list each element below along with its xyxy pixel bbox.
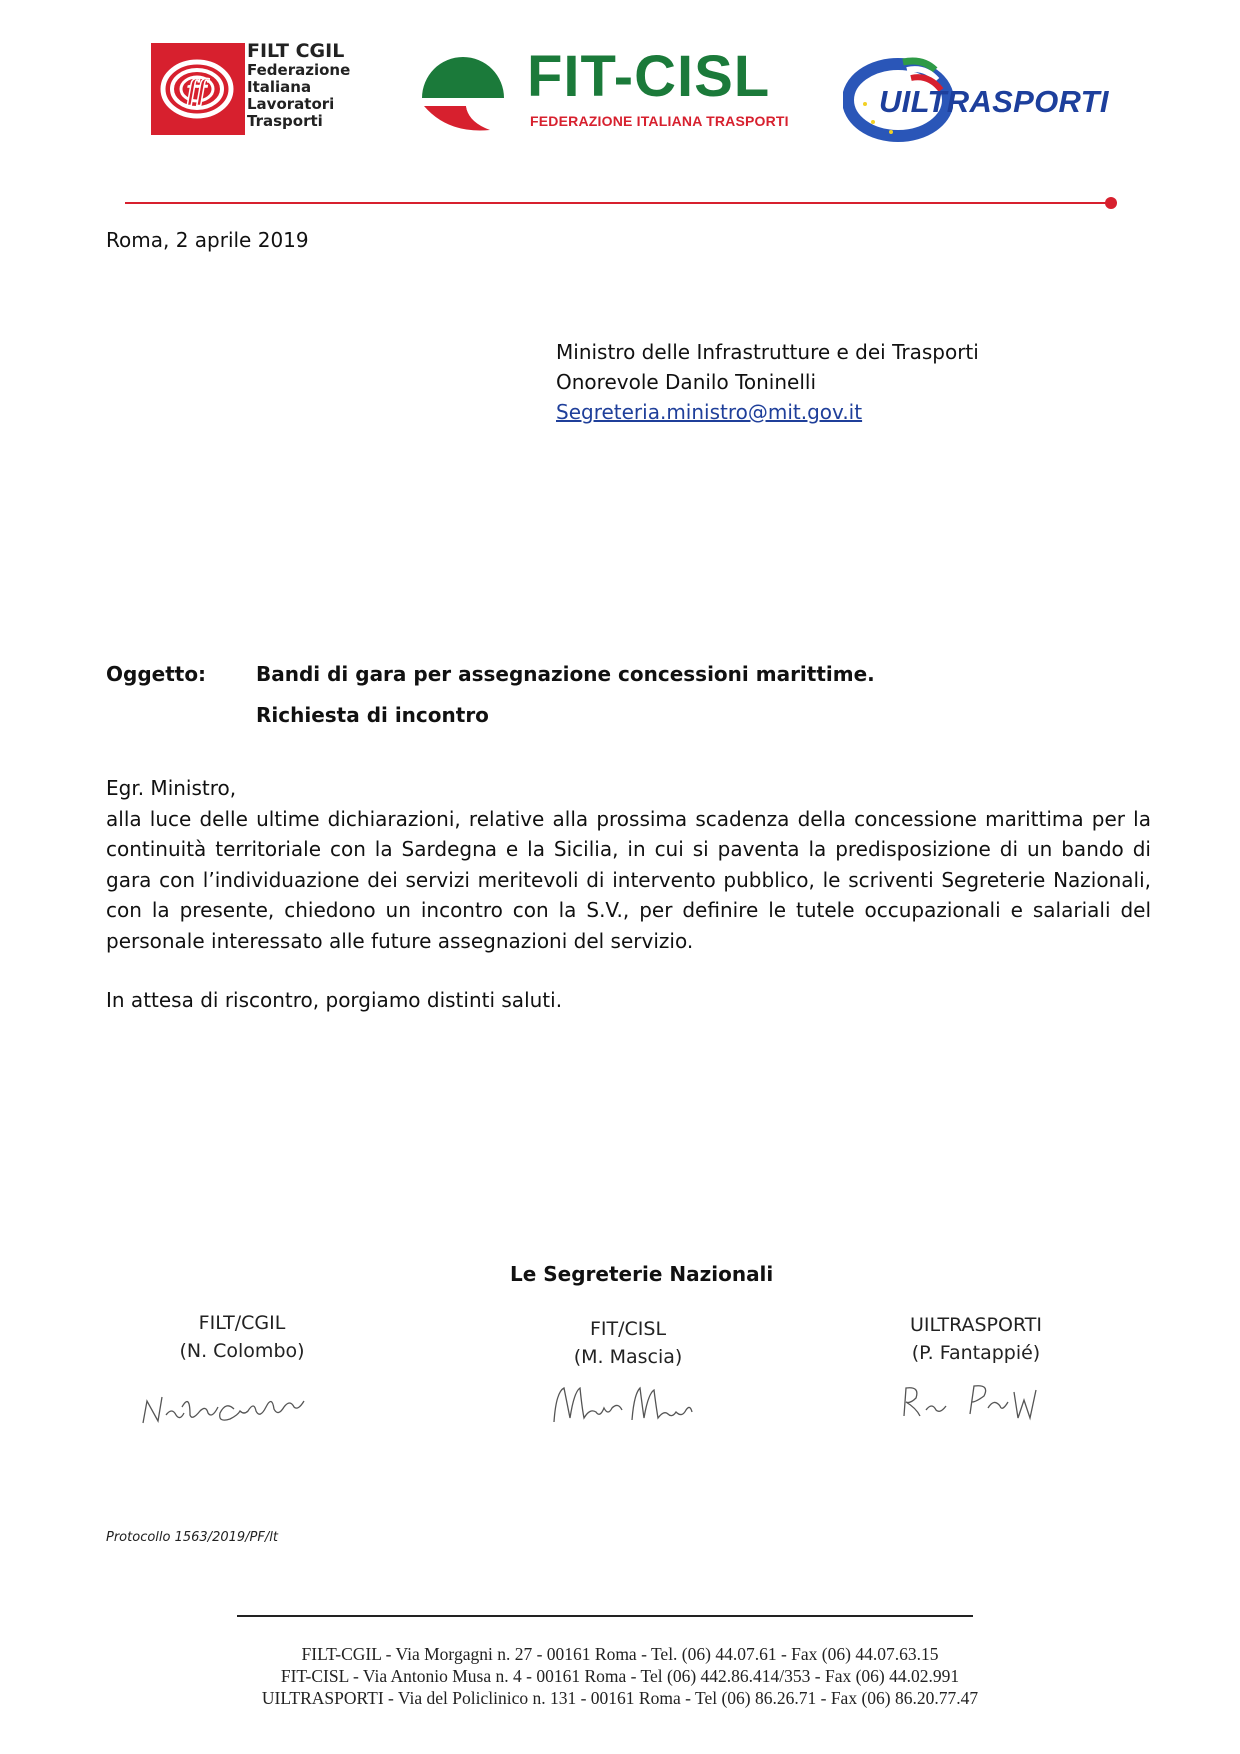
- signature-block-filt: [152, 1309, 332, 1365]
- letter-date: Roma, 2 aprile 2019: [106, 228, 309, 252]
- recipient-name: Onorevole Danilo Toninelli: [556, 370, 817, 394]
- signature-block-uil: [886, 1311, 1066, 1367]
- signatory-name: (P. Fantappié): [911, 1342, 1041, 1364]
- filt-cgil-logo: [151, 43, 245, 135]
- signature-colombo-icon: [138, 1385, 358, 1435]
- footer-address-line: UILTRASPORTI - Via del Policlinico n. 131 - 00161 Roma - Tel (06) 86.26.71 - Fax (06) 86.20.77.47: [261, 1688, 979, 1708]
- signature-block-fit: [538, 1315, 718, 1371]
- signature-fantappie-icon: [896, 1380, 1056, 1426]
- footer-divider: [237, 1615, 973, 1617]
- filt-cgil-logo-text: [247, 41, 350, 130]
- filt-logo-line: Lavoratori: [247, 95, 335, 113]
- subject-label: Oggetto:: [106, 662, 207, 686]
- letter-body: [106, 773, 1151, 956]
- subject-line: Bandi di gara per assegnazione concessioni marittime.: [256, 662, 875, 686]
- signature-mascia-icon: [548, 1378, 708, 1434]
- closing-sentence: In attesa di riscontro, porgiamo distinti saluti.: [106, 988, 563, 1012]
- signatory-name: (M. Mascia): [573, 1346, 683, 1368]
- subject-line: Richiesta di incontro: [256, 703, 489, 727]
- filt-logo-line: Italiana: [247, 78, 312, 96]
- fit-cisl-logo-title: FIT-CISL: [527, 44, 771, 109]
- signatory-org: FIT/CISL: [589, 1318, 667, 1340]
- recipient-email-link[interactable]: Segreteria.ministro@mit.gov.it: [556, 400, 863, 424]
- signatory-name: (N. Colombo): [179, 1340, 305, 1362]
- fit-cisl-logo-subtitle: FEDERAZIONE ITALIANA TRASPORTI: [530, 113, 789, 129]
- footer-addresses: [180, 1643, 1060, 1709]
- header-divider-dot: [1105, 197, 1117, 209]
- greeting: Egr. Ministro,: [106, 776, 237, 800]
- signatory-org: UILTRASPORTI: [909, 1314, 1043, 1336]
- recipient-block: [556, 337, 979, 427]
- filt-logo-line: Federazione: [247, 61, 351, 79]
- footer-address-line: FILT-CGIL - Via Morgagni n. 27 - 00161 Roma - Tel. (06) 44.07.61 - Fax (06) 44.07.63.15: [301, 1644, 939, 1664]
- signatory-org: FILT/CGIL: [198, 1312, 286, 1334]
- footer-address-line: FIT-CISL - Via Antonio Musa n. 4 - 00161 Roma - Tel (06) 442.86.414/353 - Fax (06) 44.02.991: [280, 1666, 960, 1686]
- uiltrasporti-logo-title: UILTRASPORTI: [879, 84, 1109, 119]
- subject-block: [256, 659, 875, 741]
- filt-logo-line: Trasporti: [247, 112, 323, 130]
- filt-logo-title: FILT CGIL: [247, 40, 345, 62]
- protocol-number: Protocollo 1563/2019/PF/lt: [106, 1530, 278, 1545]
- svg-text:ff: ff: [187, 73, 207, 106]
- filt-cgil-emblem-icon: [151, 43, 245, 135]
- recipient-title: Ministro delle Infrastrutture e dei Trasporti: [556, 340, 979, 364]
- header-divider: [125, 202, 1107, 204]
- body-paragraph: alla luce delle ultime dichiarazioni, relative alla prossima scadenza della concessione marittima per la continuità territoriale con la Sardegna e la Sicilia, in cui si paventa la predisposizione di un bando di gara con l’individuazione dei servizi meritevoli di intervento pubblico, le scriventi Segreterie Nazionali, con la presente, chiedono un incontro con la S.V., per definire le tutele occupazionali e salariali del personale interessato alle future assegnazioni del servizio.: [106, 806, 1151, 953]
- signatures-heading: Le Segreterie Nazionali: [510, 1262, 774, 1286]
- fit-cisl-emblem-icon: [418, 48, 508, 139]
